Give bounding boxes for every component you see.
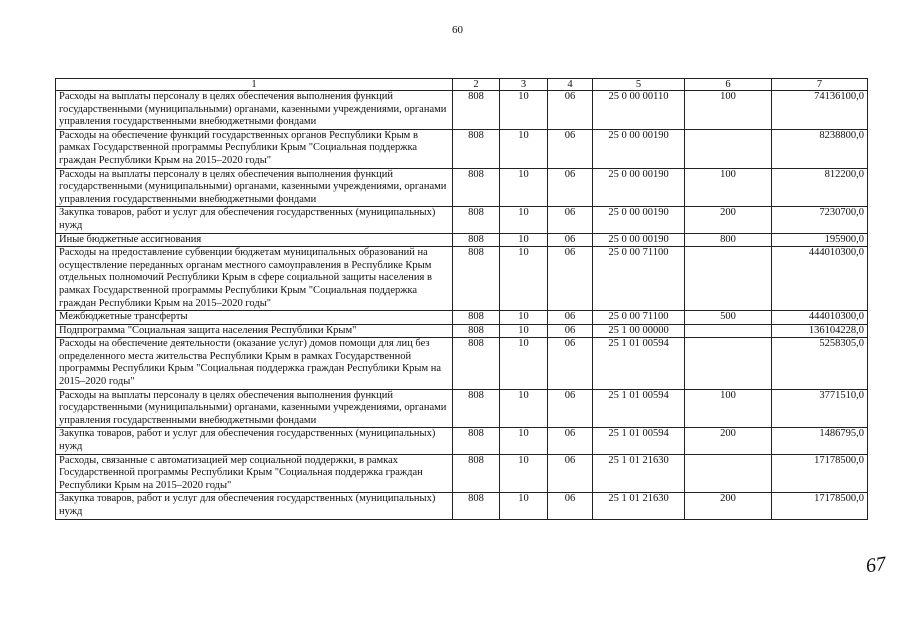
row-name-cell: Закупка товаров, работ и услуг для обеспечения государственных (муниципальных) нужд — [56, 493, 453, 519]
target-article-cell: 25 1 01 00594 — [593, 338, 685, 389]
code-cell: 808 — [453, 428, 500, 454]
expense-type-cell: 200 — [685, 207, 772, 233]
header-cell: 7 — [772, 79, 868, 91]
row-name-cell: Расходы на выплаты персоналу в целях обеспечения выполнения функций государственными (муниципальными) органами, казенными учреждениями, органами управления государственными внебюджетными фондами — [56, 91, 453, 130]
amount-cell: 195900,0 — [772, 233, 868, 247]
code-cell: 808 — [453, 233, 500, 247]
amount-cell: 7230700,0 — [772, 207, 868, 233]
header-cell: 3 — [500, 79, 548, 91]
code-cell: 808 — [453, 91, 500, 130]
section-cell: 10 — [500, 233, 548, 247]
header-cell: 4 — [548, 79, 593, 91]
amount-cell: 17178500,0 — [772, 454, 868, 493]
table-row — [56, 428, 868, 454]
target-article-cell: 25 1 01 00594 — [593, 389, 685, 428]
table-row — [56, 129, 868, 168]
table-row — [56, 338, 868, 389]
page-number: 60 — [452, 24, 463, 36]
section-cell: 10 — [500, 311, 548, 325]
target-article-cell: 25 0 00 71100 — [593, 311, 685, 325]
amount-cell: 8238800,0 — [772, 129, 868, 168]
table-row — [56, 311, 868, 325]
expense-type-cell: 100 — [685, 389, 772, 428]
section-cell: 10 — [500, 168, 548, 207]
table-row — [56, 91, 868, 130]
row-name-cell: Расходы, связанные с автоматизацией мер социальной поддержки, в рамках Государственной программы Республики Крым "Социальная поддержка граждан Республики Крым на 2015–2020 годы" — [56, 454, 453, 493]
code-cell: 808 — [453, 247, 500, 311]
handwritten-page-mark: 67 — [864, 552, 888, 578]
target-article-cell: 25 0 00 00110 — [593, 91, 685, 130]
target-article-cell: 25 0 00 00190 — [593, 233, 685, 247]
section-cell: 10 — [500, 338, 548, 389]
amount-cell: 812200,0 — [772, 168, 868, 207]
table-row — [56, 324, 868, 338]
row-name-cell: Закупка товаров, работ и услуг для обеспечения государственных (муниципальных) нужд — [56, 428, 453, 454]
code-cell: 808 — [453, 493, 500, 519]
subsection-cell: 06 — [548, 338, 593, 389]
subsection-cell: 06 — [548, 247, 593, 311]
subsection-cell: 06 — [548, 91, 593, 130]
amount-cell: 5258305,0 — [772, 338, 868, 389]
expense-type-cell — [685, 129, 772, 168]
code-cell: 808 — [453, 389, 500, 428]
expense-type-cell: 100 — [685, 168, 772, 207]
row-name-cell: Межбюджетные трансферты — [56, 311, 453, 325]
code-cell: 808 — [453, 207, 500, 233]
section-cell: 10 — [500, 247, 548, 311]
row-name-cell: Закупка товаров, работ и услуг для обеспечения государственных (муниципальных) нужд — [56, 207, 453, 233]
expense-type-cell: 500 — [685, 311, 772, 325]
expense-type-cell — [685, 454, 772, 493]
row-name-cell: Расходы на обеспечение функций государственных органов Республики Крым в рамках Государственной программы Республики Крым "Социальная поддержка граждан Республики Крым на 2015–2020 годы" — [56, 129, 453, 168]
expense-type-cell — [685, 338, 772, 389]
table-row — [56, 454, 868, 493]
target-article-cell: 25 1 01 21630 — [593, 493, 685, 519]
section-cell: 10 — [500, 493, 548, 519]
expense-type-cell: 200 — [685, 428, 772, 454]
expense-type-cell: 200 — [685, 493, 772, 519]
code-cell: 808 — [453, 324, 500, 338]
amount-cell: 444010300,0 — [772, 247, 868, 311]
amount-cell: 17178500,0 — [772, 493, 868, 519]
target-article-cell: 25 0 00 00190 — [593, 168, 685, 207]
subsection-cell: 06 — [548, 454, 593, 493]
amount-cell: 136104228,0 — [772, 324, 868, 338]
section-cell: 10 — [500, 428, 548, 454]
code-cell: 808 — [453, 454, 500, 493]
target-article-cell: 25 0 00 00190 — [593, 129, 685, 168]
subsection-cell: 06 — [548, 311, 593, 325]
subsection-cell: 06 — [548, 168, 593, 207]
row-name-cell: Расходы на выплаты персоналу в целях обеспечения выполнения функций государственными (муниципальными) органами, казенными учреждениями, органами управления государственными внебюджетными фондами — [56, 389, 453, 428]
amount-cell: 444010300,0 — [772, 311, 868, 325]
code-cell: 808 — [453, 129, 500, 168]
header-row — [56, 79, 868, 91]
expense-type-cell — [685, 324, 772, 338]
target-article-cell: 25 1 00 00000 — [593, 324, 685, 338]
subsection-cell: 06 — [548, 389, 593, 428]
subsection-cell: 06 — [548, 207, 593, 233]
target-article-cell: 25 1 01 21630 — [593, 454, 685, 493]
section-cell: 10 — [500, 91, 548, 130]
code-cell: 808 — [453, 168, 500, 207]
section-cell: 10 — [500, 389, 548, 428]
table-row — [56, 207, 868, 233]
row-name-cell: Расходы на обеспечение деятельности (оказание услуг) домов помощи для лиц без определенного места жительства Республики Крым в рамках Государственной программы Республики Крым "Социальная поддержка граждан Республики Крым на 2015–2020 годы" — [56, 338, 453, 389]
row-name-cell: Расходы на выплаты персоналу в целях обеспечения выполнения функций государственными (муниципальными) органами, казенными учреждениями, органами управления государственными внебюджетными фондами — [56, 168, 453, 207]
table-row — [56, 493, 868, 519]
subsection-cell: 06 — [548, 493, 593, 519]
amount-cell: 3771510,0 — [772, 389, 868, 428]
header-cell: 5 — [593, 79, 685, 91]
budget-table — [55, 78, 868, 520]
section-cell: 10 — [500, 129, 548, 168]
section-cell: 10 — [500, 207, 548, 233]
target-article-cell: 25 0 00 71100 — [593, 247, 685, 311]
code-cell: 808 — [453, 311, 500, 325]
subsection-cell: 06 — [548, 129, 593, 168]
target-article-cell: 25 1 01 00594 — [593, 428, 685, 454]
section-cell: 10 — [500, 324, 548, 338]
subsection-cell: 06 — [548, 233, 593, 247]
amount-cell: 1486795,0 — [772, 428, 868, 454]
code-cell: 808 — [453, 338, 500, 389]
subsection-cell: 06 — [548, 428, 593, 454]
row-name-cell: Расходы на предоставление субвенции бюджетам муниципальных образований на осуществление переданных органам местного самоуправления в Республике Крым отдельных полномочий Республики Крым в сфере социальной защиты населения в рамках Государственной программы Республики Крым "Социальная поддержка граждан Республики Крым на 2015–2020 годы" — [56, 247, 453, 311]
table-row — [56, 233, 868, 247]
header-cell: 6 — [685, 79, 772, 91]
expense-type-cell: 800 — [685, 233, 772, 247]
expense-type-cell: 100 — [685, 91, 772, 130]
amount-cell: 74136100,0 — [772, 91, 868, 130]
table-row — [56, 168, 868, 207]
header-cell: 2 — [453, 79, 500, 91]
row-name-cell: Иные бюджетные ассигнования — [56, 233, 453, 247]
header-cell: 1 — [56, 79, 453, 91]
row-name-cell: Подпрограмма "Социальная защита населения Республики Крым" — [56, 324, 453, 338]
table-row — [56, 389, 868, 428]
subsection-cell: 06 — [548, 324, 593, 338]
table-row — [56, 247, 868, 311]
target-article-cell: 25 0 00 00190 — [593, 207, 685, 233]
section-cell: 10 — [500, 454, 548, 493]
expense-type-cell — [685, 247, 772, 311]
